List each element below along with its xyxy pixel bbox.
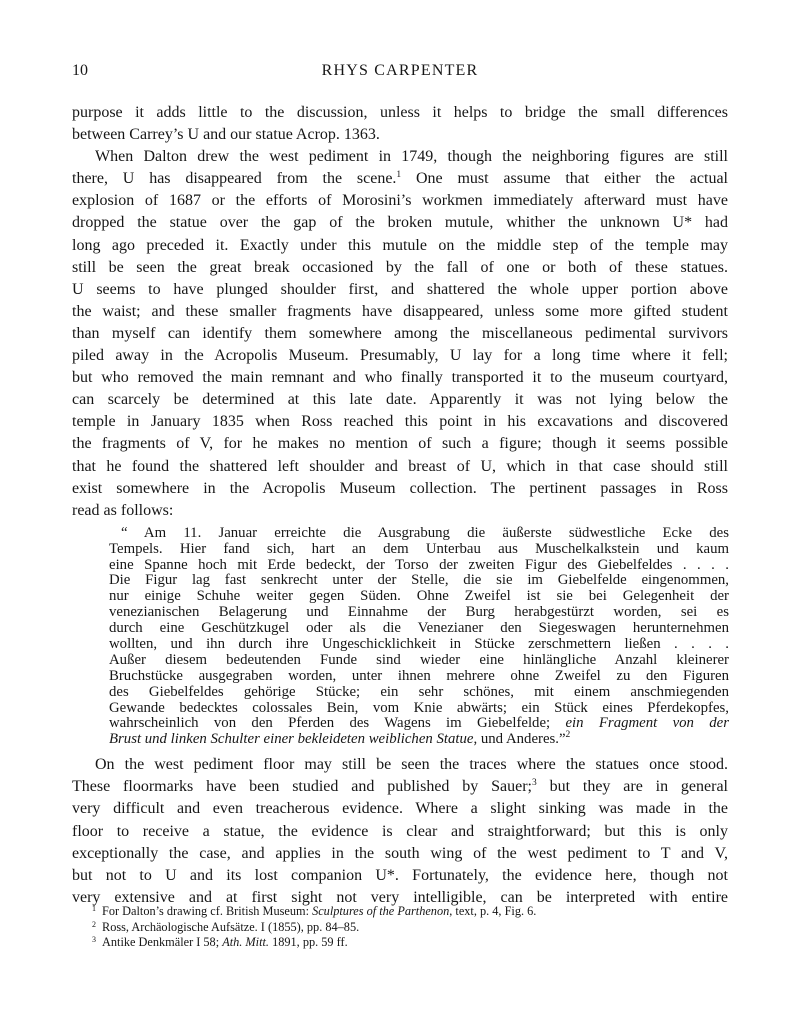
text-line: temple in January 1835 when Ross reached this point in his excavations and discovered xyxy=(72,413,728,431)
text-line: purpose it adds little to the discussion, unless it helps to bridge the small differences xyxy=(72,104,728,121)
footnote-mark: 2 xyxy=(92,919,96,929)
text-line: but not to U and its lost companion U*. Fortunately, the evidence here, though not xyxy=(72,866,728,884)
text-line: very difficult and even treacherous evidence. Where a slight sinking was made in the xyxy=(72,800,728,818)
footnote-italic: Ath. Mitt. xyxy=(222,935,269,949)
text-span: but they are in general xyxy=(536,778,728,796)
footnote-ref-2: 2 xyxy=(565,730,571,741)
footnote-text: 1891, pp. 59 ff. xyxy=(269,935,348,949)
quote-line: eine Spanne hoch mit Erde bedeckt, der Torso der zweiten Figur des Giebelfeldes . . . . xyxy=(109,556,729,573)
text-line: that he found the shattered left shoulder and breast of U, which in that case should still xyxy=(72,457,728,475)
text-line: the fragments of V, for he makes no mention of such a figure; though it seems possible xyxy=(72,435,728,453)
text-line: but who removed the main remnant and who finally transported it to the museum courtyard, xyxy=(72,369,728,387)
quote-line: Außer diesem bedeutenden Funde sind wieder eine hinlängliche Anzahl kleinerer xyxy=(109,651,729,668)
footnote-text: , text, p. 4, Fig. 6. xyxy=(449,904,537,918)
quote-line: venezianischen Belagerung und Einnahme der Burg herabgestürzt worden, sei es xyxy=(109,604,729,621)
quote-line: Bruchstücke ausgegraben worden, unter ihnen mehrere ohne Zweifel zu den Figuren xyxy=(109,667,729,684)
text-line: exceptionally the case, and applies in the south wing of the west pediment to T and V, xyxy=(72,844,728,862)
page-header xyxy=(72,62,728,86)
text-line: the waist; and these smaller fragments have disappeared, unless some more gifted student xyxy=(72,302,728,320)
text-span: there, U has disappeared from the scene. xyxy=(72,170,397,188)
quote-line: Tempels. Hier fand sich, hart an dem Unterbau aus Muschelkalkstein und kaum xyxy=(109,540,729,557)
footnote-text: For Dalton’s drawing cf. British Museum: xyxy=(102,904,313,918)
footnote-ref-3: 3 xyxy=(531,778,537,789)
page-number: 10 xyxy=(72,62,88,79)
footnote-ref-1: 1 xyxy=(396,170,402,181)
text-line: still be seen the great break occasioned by the fall of one or both of these statues. xyxy=(72,258,728,276)
text-line: explosion of 1687 or the efforts of Morosini’s workmen immediately afterward must have xyxy=(72,192,728,210)
quote-line: Die Figur lag fast senkrecht unter der Stelle, die sie im Giebelfelde eingenommen, xyxy=(109,572,729,589)
main-text xyxy=(72,102,728,909)
text-line: piled away in the Acropolis Museum. Presumably, U lay for a long time where it fell; xyxy=(72,347,728,365)
text-line: exist somewhere in the Acropolis Museum collection. The pertinent passages in Ross xyxy=(72,479,728,497)
italic-span: Brust und linken Schulter einer bekleideten weiblichen Statue xyxy=(109,731,474,748)
text-line: U seems to have plunged shoulder first, and shattered the whole upper portion above xyxy=(72,280,728,298)
text-line: very extensive and at first sight not very intelligible, can be interpreted with entire xyxy=(72,888,728,906)
text-line: floor to receive a statue, the evidence is clear and straightforward; but this is only xyxy=(72,822,728,840)
text-line: When Dalton drew the west pediment in 1749, though the neighboring figures are still xyxy=(95,148,728,166)
text-span: wahrscheinlich von den Pferden des Wagens im Giebelfelde; xyxy=(109,715,566,732)
text-span: These floormarks have been studied and published by Sauer; xyxy=(72,778,532,796)
text-line: between Carrey’s U and our statue Acrop. 1363. xyxy=(72,126,380,144)
block-quote xyxy=(109,526,729,748)
quote-line: nur einige Schuhe weiter gegen Süden. Ohne Zweifel ist sie bei Gelegenheit der xyxy=(109,588,729,605)
paragraph-3 xyxy=(72,754,728,909)
text-line: read as follows: xyxy=(72,501,174,519)
footnote-text: Antike Denkmäler I 58; xyxy=(102,935,223,949)
text-line: long ago preceded it. Exactly under this mutule on the middle step of the temple may xyxy=(72,236,728,254)
quote-line xyxy=(109,732,729,748)
footnote-italic: Sculptures of the Parthenon xyxy=(312,904,450,918)
text-line: can scarcely be determined at this late date. Apparently it was not lying below the xyxy=(72,391,728,409)
running-title: RHYS CARPENTER xyxy=(321,62,479,79)
footnote-mark: 3 xyxy=(92,935,96,944)
footnote-text: Ross, Archäologische Aufsätze. I (1855), pp. 84–85. xyxy=(102,919,360,934)
footnote-3 xyxy=(92,935,728,951)
text-line xyxy=(72,776,728,798)
footnote-2 xyxy=(92,920,728,936)
text-span: One must assume that either the actual xyxy=(401,170,728,188)
paragraph-1 xyxy=(72,102,728,146)
quote-line: durch eine Geschützkugel oder als die Venezianer den Siegeswagen herunternehmen xyxy=(109,620,729,637)
quote-line xyxy=(109,716,729,732)
paragraph-2 xyxy=(72,146,728,522)
quote-line: des Giebelfeldes gehörige Stücke; ein sehr schönes, mit einem anschmiegenden xyxy=(109,683,729,700)
text-line: dropped the statue over the gap of the broken mutule, whither the unknown U* had xyxy=(72,214,728,232)
quote-line: Gewande bedecktes colossales Bein, vom Knie abwärts; ein Stück eines Pferdekopfes, xyxy=(109,699,729,716)
footnote-1 xyxy=(92,904,728,920)
footnotes xyxy=(92,904,728,951)
text-line xyxy=(72,168,728,190)
text-line: than myself can identify them somewhere among the miscellaneous pedimental survivors xyxy=(72,324,728,342)
quote-line: “ Am 11. Januar erreichte die Ausgrabung die äußerste südwestliche Ecke des xyxy=(121,524,729,541)
text-span: , und Anderes.” xyxy=(473,731,566,748)
text-line: On the west pediment floor may still be seen the traces where the statues once stood. xyxy=(95,756,728,774)
quote-line: wollten, und ihn durch ihre Ungeschicklichkeit in Stücke zerschmettern ließen . . . . xyxy=(109,636,729,653)
footnote-mark: 1 xyxy=(92,904,96,913)
italic-span: ein Fragment von der xyxy=(565,715,730,732)
